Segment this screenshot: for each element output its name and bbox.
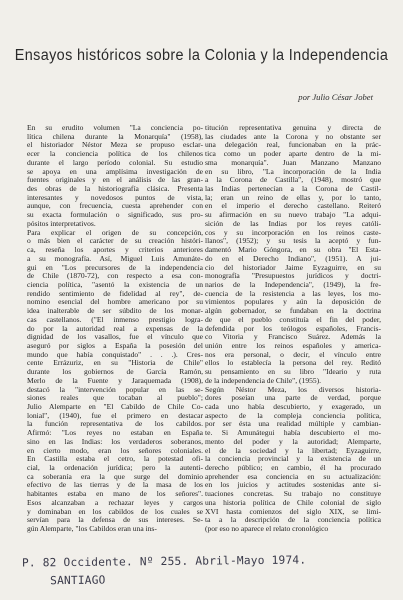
text-line: durante el largo período colonial. Su estudio	[27, 158, 203, 167]
text-line: cente Errázuriz, en su "Historia de Chile"	[27, 359, 203, 368]
text-line: llanos", (1952); y su tesis la aceptó y fun-	[205, 237, 381, 246]
text-line: durante los gobiernos de García Ramón,	[27, 368, 203, 377]
text-line: co Vitoria y Francisco Suárez. Además la	[205, 333, 381, 342]
text-line: titución representativa genuina y directa de	[205, 124, 381, 132]
text-line: unión entre los reinos españoles y america-	[205, 341, 381, 350]
text-line: narios de la Independencia", (1949), la fre-	[205, 280, 381, 289]
text-line: efectivo de las tierras y de la masa de los	[27, 481, 203, 490]
text-line: la conciencia provincial y la existencia de un	[205, 455, 381, 464]
text-line: o más bien el carácter de su creación históri-	[27, 237, 203, 246]
text-line: siones reales que tocaban al pueblo";	[27, 394, 203, 403]
text-line: sino en las Indias: los verdaderos soberanos,	[27, 437, 203, 446]
text-line: en el imperio el derecho castellano. Reiteró	[205, 202, 381, 211]
text-line: En su erudito volumen "La conciencia po-	[27, 124, 203, 132]
text-line: a su monografía. Así, Miguel Luis Amunáte-	[27, 254, 203, 263]
text-line: por ser ésta una realidad múltiple y cambian-	[205, 420, 381, 429]
text-line: dores poseían una parte de verdad, porque	[205, 394, 381, 403]
text-line: ciencia política, "asentó la existencia de un	[27, 280, 203, 289]
text-line: cio del historiador Jaime Eyzaguirre, en su	[205, 263, 381, 272]
text-line: (por eso no aparece el relato cronológico	[205, 525, 329, 534]
text-line: una historia política de Chile colonial de siglo	[205, 498, 381, 507]
text-line: dignidad de los vasallos, fue el vínculo que	[27, 333, 203, 342]
text-line: do en el Derecho Indiano", (1951). A jui-	[205, 254, 381, 263]
text-line: mundo que había conquistado" . . .). Cres-	[27, 350, 203, 359]
text-line: habitantes estaba en mano de los señores".	[27, 490, 203, 499]
text-line: te. Si Amunátegui había descubierto el mo-	[205, 429, 381, 438]
text-line: aspecto de la compleja conciencia política,	[205, 411, 381, 420]
text-line: derecho público; en cambio, él ha procurado	[205, 464, 381, 473]
text-line: vimientos populares y aún la deposición de	[205, 298, 381, 307]
article-author: por Julio César Jobet	[298, 92, 373, 102]
text-line: ca, reseña los aportes y criterios anteriores	[27, 246, 203, 255]
text-line: destacó la "intervención popular en las se-	[27, 385, 203, 394]
text-line: cos y su incorporación en los reinos caste-	[205, 228, 381, 237]
text-line: el historiador Néstor Meza se propuso esclar-	[27, 141, 203, 150]
text-line: la función representativa de los cabildos.	[27, 420, 203, 429]
text-line: el de la sociedad y la libertad; Eyzaguirre,	[205, 446, 381, 455]
text-line: sma monarquía". Juan Manzano Manzano	[205, 158, 381, 167]
text-line: lítica chilena durante la Monarquía" (1958),	[27, 132, 203, 141]
text-line: cial, la ordenación jurídica; pero la autenti-	[27, 464, 203, 473]
text-line: Julio Alemparte en "El Cabildo de Chile Co-	[27, 403, 203, 411]
text-line: nomino esencial del hombre americano por su	[27, 298, 203, 307]
text-line: gui en "Los precursores de la independencia	[27, 263, 203, 272]
text-line: se apoya en una amplísima investigación de	[27, 167, 203, 176]
text-line: lonial", (1940), fue el primero en destacar	[27, 411, 203, 420]
text-line: Afirmó: "Los reyes no estaban en España	[27, 429, 203, 438]
text-line: aprehender esa conciencia en su actualización:	[205, 472, 381, 481]
left-text-column	[27, 124, 203, 534]
text-line: tica como un poder aparte dentro de la mi-	[205, 150, 381, 159]
text-line: nos era personal, o decir, el vínculo entre	[205, 350, 381, 359]
text-line: rendido sentimiento de fidelidad al rey", de-	[27, 289, 203, 298]
text-line: fuentes originales y en el análisis de las gran-	[27, 176, 203, 185]
text-line: Según Néstor Meza, los diversos historia-	[205, 385, 381, 394]
text-line: gún Alemparte, "los Cabildos eran una ins-	[27, 525, 157, 534]
text-line: ecer la conciencia política de los chilenos	[27, 150, 203, 159]
text-line: de Chile (1870-72), con respecto a esa con-	[27, 272, 203, 281]
text-line: de que el pueblo constituía el fin del poder,	[205, 315, 381, 324]
text-line: interesantes y novedosos puntos de vista,	[27, 193, 203, 202]
text-line: ca soberanía era la que surge del dominio	[27, 472, 203, 481]
text-line: ta a la descripción de la conciencia política	[205, 516, 381, 525]
text-line: do por la autoridad real a expensas de la	[27, 324, 203, 333]
text-line: en cierto modo, eran los señores coloniales.	[27, 446, 203, 455]
text-line: idea inalterable de ser súbdito de los monar-	[27, 307, 203, 316]
text-line: ellos lo establecía la persona del rey. Reditó	[205, 359, 381, 368]
text-line: Merlo de la Fuente y Jaraquemada (1908),	[27, 376, 203, 385]
text-line: XVI hasta comienzos del siglo XIX, se limi-	[205, 507, 381, 516]
text-line: las Indias pertenecían a la Corona de Castil-	[205, 185, 381, 194]
text-line: cuencia de la resistencia a las leyes, los mo-	[205, 289, 381, 298]
text-line: las ciudades ante la Corona y no obstante ser	[205, 132, 381, 141]
handwritten-note-line-2: SANTIAGO	[50, 573, 106, 588]
text-line: algún gobernador, se fundaban en la doctrina	[205, 307, 381, 316]
text-line: aseguró por siglos a España la posesión del	[27, 341, 203, 350]
text-line: servían para la defensa de sus intereses. Se-	[27, 516, 203, 525]
text-line: su exacta formulación o significado, sus pro-	[27, 211, 203, 220]
text-line: cada uno había descubierto, y exagerado, un	[205, 403, 381, 411]
text-line: mento del poder y la autoridad; Alemparte,	[205, 437, 381, 446]
text-line: cas castellanos. ("El inmenso prestigio logra-	[27, 315, 203, 324]
article-title: Ensayos históricos sobre la Colonia y la Independencia	[14, 47, 389, 64]
text-line: monografía "Presupuestos jurídicos y doctri-	[205, 272, 381, 281]
text-line: en los juicios y actitudes sostenidas ante si-	[205, 481, 381, 490]
text-line: sición de las Indias por los reyes católi-	[205, 219, 381, 228]
text-line: Esos alcanzaban a rechazar leyes y cargos	[27, 498, 203, 507]
text-line: una delegación real, funcionaban en la prác-	[205, 141, 381, 150]
text-line: pósitos interpretativos.	[27, 219, 96, 228]
text-line: a la Corona de Castilla", (1948), mostró que	[205, 176, 381, 185]
text-line: defendida por los teólogos españoles, Francis-	[205, 324, 381, 333]
text-line: en su libro, "La incorporación de la India	[205, 167, 381, 176]
text-line: su afirmación en su nuevo trabajo "La adqui-	[205, 211, 381, 220]
text-line: des obras de la historiografía clásica. Presenta	[27, 185, 203, 194]
handwritten-citation-note	[22, 552, 307, 591]
right-text-column	[205, 124, 381, 534]
text-line: Para explicar el origen de su concepción,	[27, 228, 203, 237]
text-line: la; eran un reino de ellas y, por lo tanto,	[205, 193, 381, 202]
text-line: de la independencia de Chile", (1955).	[205, 376, 322, 385]
text-line: En Castilla estaba el cetro, la potestad ofi-	[27, 455, 203, 464]
handwritten-note-line-1: P. 82 Occidente. Nº 255. Abril-Mayo 1974.	[21, 553, 307, 570]
text-line: y dominaban en los cabildos de los cuales se	[27, 507, 203, 516]
text-line: su pensamiento en su libro "Ideario y ruta	[205, 368, 381, 377]
text-line: damentó Mario Góngora, en su obra "El Esta-	[205, 246, 381, 255]
text-line: tuaciones concretas. Su trabajo no constituye	[205, 490, 381, 499]
text-line: aunque, con frecuencia, cuesta aprehender con	[27, 202, 203, 211]
